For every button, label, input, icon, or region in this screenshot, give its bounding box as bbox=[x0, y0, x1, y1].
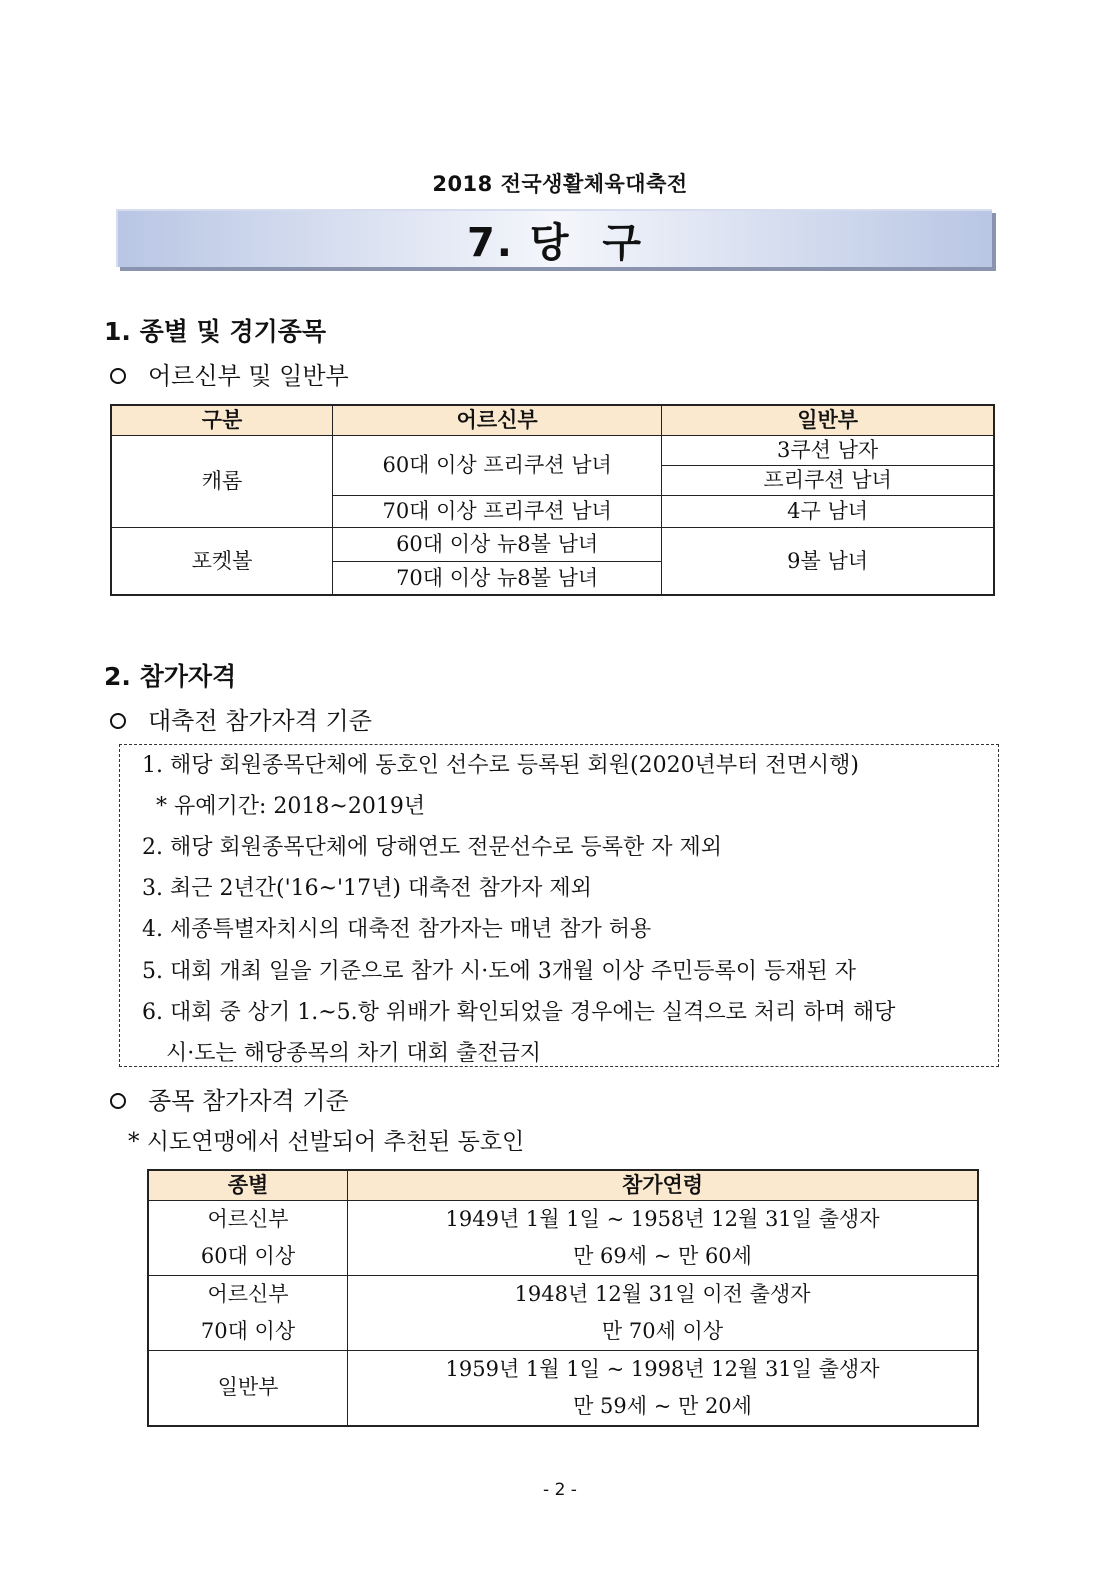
rule-item: 5. 대회 개최 일을 기준으로 참가 시·도에 3개월 이상 주민등록이 등재된 자 bbox=[142, 959, 856, 984]
division-line: 일반부 bbox=[217, 1375, 279, 1400]
circle-bullet-icon bbox=[110, 368, 126, 384]
division-line: 어르신부 bbox=[207, 1281, 289, 1306]
table-cell: 4구 남녀 bbox=[662, 495, 994, 527]
rule-item-continued: 시·도는 해당종목의 차기 대회 출전금지 bbox=[166, 1041, 541, 1066]
rule-item: 3. 최근 2년간('16~'17년) 대축전 참가자 제외 bbox=[142, 876, 592, 901]
bullet-text: 어르신부 및 일반부 bbox=[148, 362, 349, 390]
table-cell-category: 캐롬 bbox=[111, 435, 333, 527]
table-cell: 9볼 남녀 bbox=[662, 527, 994, 595]
age-line: 1948년 12월 31일 이전 출생자 bbox=[514, 1281, 811, 1306]
table-cell: 70대 이상 프리쿠션 남녀 bbox=[333, 495, 662, 527]
age-line: 1949년 1월 1일 ~ 1958년 12월 31일 출생자 bbox=[445, 1206, 880, 1231]
table-cell: 3쿠션 남자 bbox=[662, 435, 994, 465]
rule-item: 1. 해당 회원종목단체에 동호인 선수로 등록된 회원(2020년부터 전면시행) bbox=[142, 753, 859, 778]
table-cell: 프리쿠션 남녀 bbox=[662, 465, 994, 495]
table-cell: 60대 이상 뉴8볼 남녀 bbox=[333, 527, 662, 561]
rule-item: 2. 해당 회원종목단체에 당해연도 전문선수로 등록한 자 제외 bbox=[142, 835, 722, 860]
division-line: 어르신부 bbox=[207, 1206, 289, 1231]
age-line: 만 69세 ~ 만 60세 bbox=[573, 1243, 752, 1268]
table-cell-age bbox=[348, 1200, 978, 1275]
section-1-heading: 1. 종별 및 경기종목 bbox=[104, 317, 327, 346]
page-title: 7. 당 구 bbox=[466, 219, 644, 266]
table-cell-age bbox=[348, 1350, 978, 1426]
circle-bullet-icon bbox=[110, 713, 126, 729]
event-title: 2018 전국생활체육대축전 bbox=[432, 172, 688, 196]
table-cell-age bbox=[348, 1275, 978, 1350]
rule-item: 4. 세종특별자치시의 대축전 참가자는 매년 참가 허용 bbox=[142, 917, 652, 942]
section-2-bullet-1 bbox=[110, 701, 372, 736]
bullet-text: 대축전 참가자격 기준 bbox=[148, 707, 372, 735]
table-header: 어르신부 bbox=[333, 405, 662, 435]
table-cell-division bbox=[148, 1350, 348, 1426]
division-line: 60대 이상 bbox=[200, 1243, 296, 1268]
age-line: 만 59세 ~ 만 20세 bbox=[573, 1393, 752, 1418]
table-cell: 70대 이상 뉴8볼 남녀 bbox=[333, 561, 662, 595]
table-cell-category: 포켓볼 bbox=[111, 527, 333, 595]
table-header: 일반부 bbox=[662, 405, 994, 435]
rule-note: * 유예기간: 2018~2019년 bbox=[156, 794, 426, 819]
section-2-bullet-2 bbox=[110, 1081, 349, 1116]
selection-note: * 시도연맹에서 선발되어 추천된 동호인 bbox=[128, 1129, 525, 1155]
age-line: 1959년 1월 1일 ~ 1998년 12월 31일 출생자 bbox=[445, 1356, 880, 1381]
circle-bullet-icon bbox=[110, 1093, 126, 1109]
page-number: - 2 - bbox=[543, 1480, 577, 1500]
section-2-heading: 2. 참가자격 bbox=[104, 662, 237, 691]
event-table bbox=[110, 404, 995, 596]
table-header: 참가연령 bbox=[348, 1170, 978, 1200]
rule-item: 6. 대회 중 상기 1.~5.항 위배가 확인되었을 경우에는 실격으로 처리 하며 해당 bbox=[142, 1000, 896, 1025]
table-cell-division bbox=[148, 1275, 348, 1350]
age-table bbox=[147, 1169, 979, 1427]
age-line: 만 70세 이상 bbox=[601, 1318, 724, 1343]
table-header: 종별 bbox=[148, 1170, 348, 1200]
table-cell: 60대 이상 프리쿠션 남녀 bbox=[333, 435, 662, 495]
section-1-bullet bbox=[110, 356, 349, 391]
division-line: 70대 이상 bbox=[200, 1318, 296, 1343]
bullet-text: 종목 참가자격 기준 bbox=[148, 1087, 349, 1115]
title-banner bbox=[116, 209, 992, 267]
table-cell-division bbox=[148, 1200, 348, 1275]
table-header: 구분 bbox=[111, 405, 333, 435]
